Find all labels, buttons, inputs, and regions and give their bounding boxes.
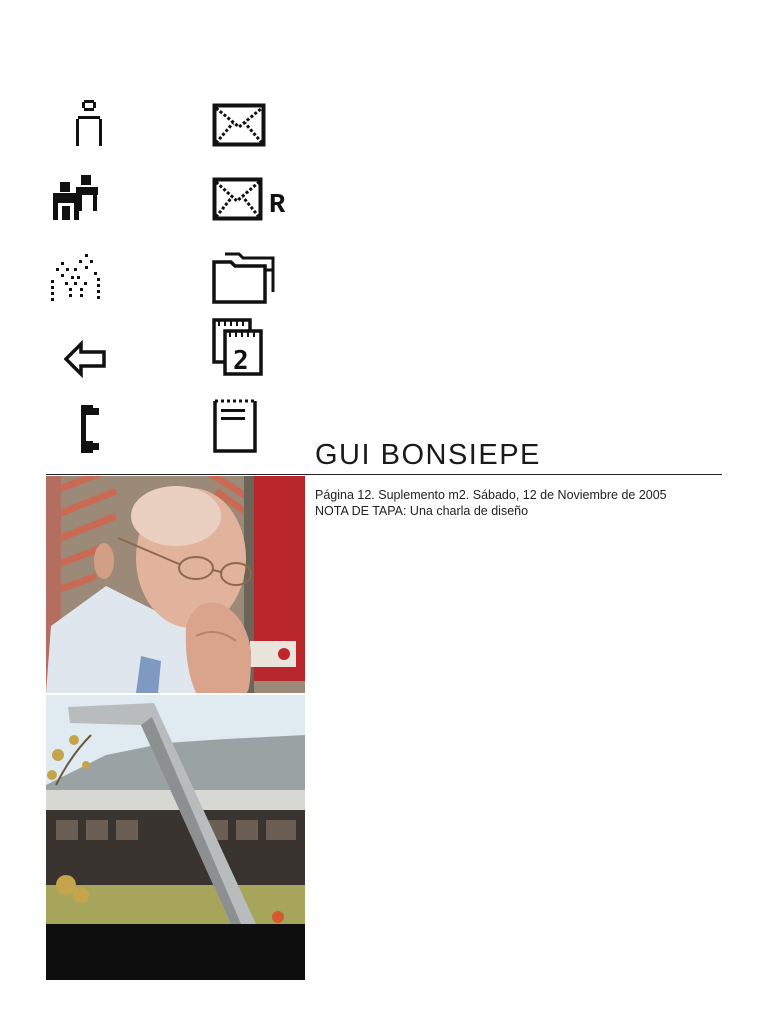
black-block <box>46 924 305 980</box>
calendar-icon <box>211 317 265 377</box>
calendar-number: 2 <box>233 346 249 376</box>
back-arrow-icon <box>64 340 108 378</box>
portrait-photo <box>46 476 305 693</box>
network-users-icon <box>49 252 103 302</box>
divider <box>46 474 722 475</box>
phone-icon <box>77 403 103 455</box>
mail-reply-letter: R <box>269 191 286 221</box>
group-icon <box>51 174 103 222</box>
caption-line-2: NOTA DE TAPA: Una charla de diseño <box>315 504 529 518</box>
caption <box>315 487 667 519</box>
caption-line-1: Página 12. Suplemento m2. Sábado, 12 de Noviembre de 2005 <box>315 488 667 502</box>
folder-icon <box>211 248 277 304</box>
mail-icon <box>212 103 266 147</box>
user-icon <box>74 99 104 147</box>
mail-reply-icon <box>212 177 292 223</box>
page-title: GUI BONSIEPE <box>315 439 541 471</box>
architecture-photo <box>46 695 305 924</box>
notepad-icon <box>211 397 259 455</box>
